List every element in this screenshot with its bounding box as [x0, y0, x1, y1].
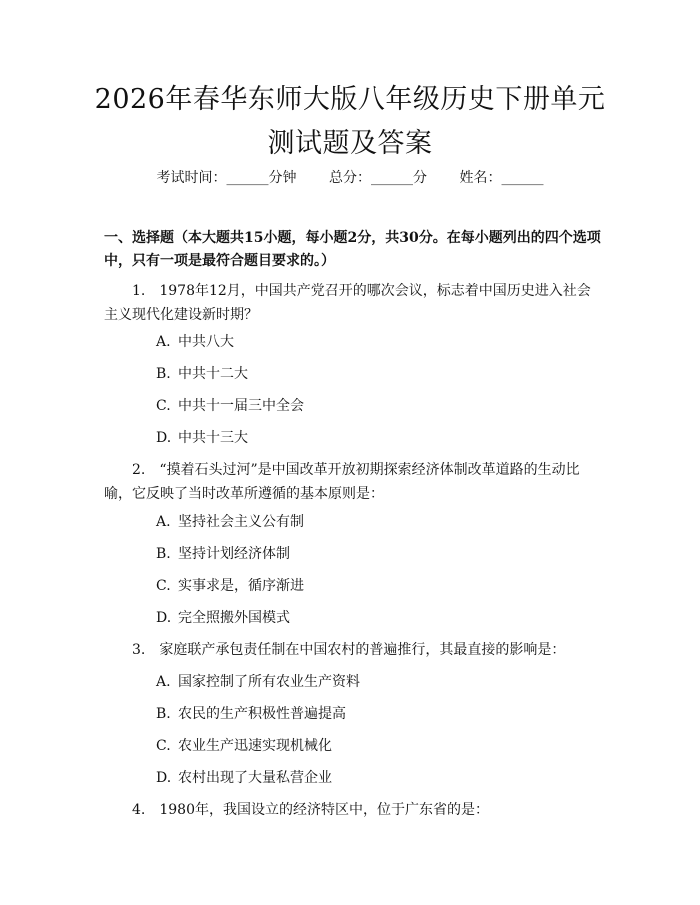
option-text: 农村出现了大量私营企业 — [178, 770, 332, 786]
question-2: 2. “摸着石头过河”是中国改革开放初期探索经济体制改革道路的生动比喻，它反映了当时改革所遵循的基本原则是： — [104, 462, 580, 502]
option-text: 中共十一届三中全会 — [178, 398, 304, 414]
question-3-option-b — [156, 702, 576, 726]
exam-time: 考试时间：______分钟 — [156, 170, 297, 186]
option-text: 中共十二大 — [178, 366, 248, 382]
question-3-option-a — [156, 670, 576, 694]
question-1-option-d — [156, 426, 576, 450]
section-heading: 一、选择题（本大题共15小题，每小题2分，共30分。在每小题列出的四个选项中，只有一项是最符合题目要求的。） — [104, 230, 601, 269]
option-letter: A. — [156, 674, 171, 690]
exam-info-line — [0, 166, 700, 190]
option-text: 实事求是，循序渐进 — [178, 578, 304, 594]
question-3-option-c — [156, 734, 576, 758]
question-1-option-a — [156, 330, 576, 354]
question-1: 1. 1978年12月，中国共产党召开的哪次会议，标志着中国历史进入社会主义现代化建设新时期？ — [104, 283, 591, 323]
student-name: 姓名：______ — [459, 170, 544, 186]
option-letter: D. — [156, 770, 172, 786]
option-text: 国家控制了所有农业生产资料 — [178, 674, 360, 690]
question-1-option-c — [156, 394, 576, 418]
option-letter: C. — [156, 738, 171, 754]
option-letter: B. — [156, 366, 171, 382]
option-letter: A. — [156, 514, 171, 530]
option-text: 中共八大 — [178, 334, 234, 350]
question-4: 4. 1980年，我国设立的经济特区中，位于广东省的是： — [132, 802, 489, 818]
total-score: 总分：______分 — [329, 170, 427, 186]
option-text: 农业生产迅速实现机械化 — [178, 738, 332, 754]
question-3: 3. 家庭联产承包责任制在中国农村的普遍推行，其最直接的影响是： — [132, 642, 566, 658]
question-3-option-d — [156, 766, 576, 790]
option-letter: D. — [156, 610, 172, 626]
option-text: 坚持计划经济体制 — [178, 546, 290, 562]
option-letter: C. — [156, 398, 171, 414]
option-letter: A. — [156, 334, 171, 350]
option-letter: B. — [156, 546, 171, 562]
question-2-option-d — [156, 606, 576, 630]
document-title: 2026年春华东师大版八年级历史下册单元测试题及答案 — [94, 84, 606, 159]
question-1-option-b — [156, 362, 576, 386]
option-letter: B. — [156, 706, 171, 722]
question-2-option-c — [156, 574, 576, 598]
question-2-option-b — [156, 542, 576, 566]
option-letter: C. — [156, 578, 171, 594]
question-2-option-a — [156, 510, 576, 534]
option-text: 农民的生产积极性普遍提高 — [178, 706, 346, 722]
option-text: 中共十三大 — [178, 430, 248, 446]
option-letter: D. — [156, 430, 172, 446]
option-text: 坚持社会主义公有制 — [178, 514, 304, 530]
option-text: 完全照搬外国模式 — [178, 610, 290, 626]
